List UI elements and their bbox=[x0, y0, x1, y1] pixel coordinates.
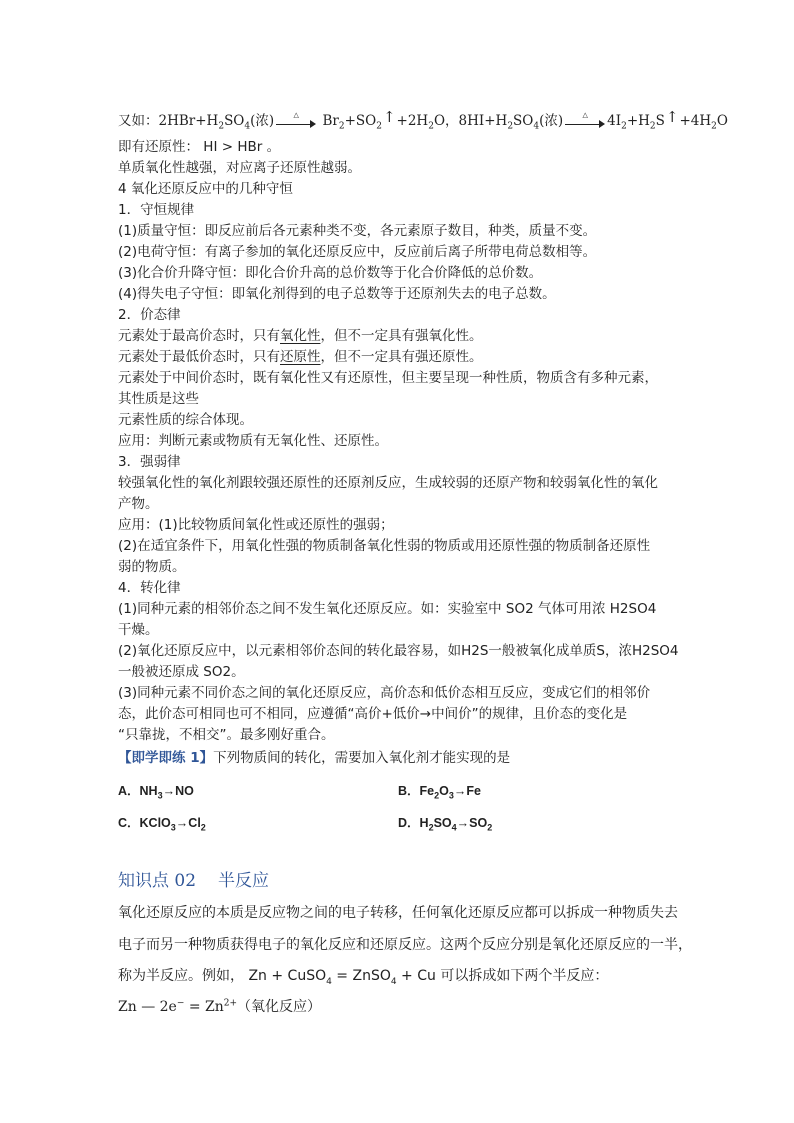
gas-up-arrow-icon: ↑ bbox=[665, 108, 679, 126]
text-line: “只靠拢，不相交”。最多刚好重合。 bbox=[118, 727, 335, 743]
option-d: D．$H_2SO_4\to SO_2$ bbox=[398, 816, 493, 833]
text-line: 4 氧化还原反应中的几种守恒 bbox=[118, 181, 293, 197]
option-b: B．$Fe_2O_3\to Fe$ bbox=[398, 784, 481, 801]
text-line: 即有还原性： HI > HBr 。 bbox=[118, 139, 281, 155]
exercise-question: 【即学即练 1】下列物质间的转化，需要加入氧化剂才能实现的是 bbox=[118, 750, 511, 766]
option-c: C．$KClO_3\to Cl_2$ bbox=[118, 816, 206, 833]
half-reaction-line: Zn — $2e^- = Zn^{2+}$（氧化反应） bbox=[118, 998, 322, 1015]
heat-arrow-icon: △ bbox=[276, 115, 316, 129]
text-line: 应用：(1)比较物质间氧化性或还原性的强弱； bbox=[118, 517, 394, 533]
heat-arrow-icon: △ bbox=[565, 115, 605, 129]
text-line: (2)电荷守恒：有离子参加的氧化还原反应中，反应前后离子所带电荷总数相等。 bbox=[118, 244, 597, 260]
text-line: 一般被还原成 SO2。 bbox=[118, 664, 245, 680]
text-line: 元素处于最低价态时，只有还原性，但不一定具有强还原性。 bbox=[118, 349, 483, 365]
text-line: 元素性质的综合体现。 bbox=[118, 412, 253, 428]
eq-text: 又如：2HBr+H bbox=[118, 113, 219, 129]
option-a: A．$NH_3\to NO$ bbox=[118, 784, 194, 801]
text-line: 较强氧化性的氧化剂跟较强还原性的还原剂反应，生成较弱的还原产物和较弱氧化性的氧化 bbox=[118, 475, 658, 491]
text-line: (4)得失电子守恒：即氧化剂得到的电子总数等于还原剂失去的电子总数。 bbox=[118, 286, 556, 302]
text-line: (2)在适宜条件下，用氧化性强的物质制备氧化性弱的物质或用还原性强的物质制备还原性 bbox=[118, 538, 651, 554]
text-line: (1)质量守恒：即反应前后各元素种类不变，各元素原子数目，种类，质量不变。 bbox=[118, 223, 597, 239]
equation-line: 又如：$2HBr+H_2SO_4$(浓) △ $Br_2+SO_2↑+2H_2O$，$8HI+H_2SO_4$(浓) △ $4I_2+H_2S↑+4H_2O$ bbox=[118, 108, 728, 132]
text-line: 4．转化律 bbox=[118, 580, 181, 596]
exercise-tag: 【即学即练 1】 bbox=[118, 750, 214, 766]
text-line: 干燥。 bbox=[118, 622, 159, 638]
text-line: (2)氧化还原反应中，以元素相邻价态间的转化最容易，如H2S一般被氧化成单质S，浓H2SO4 bbox=[118, 643, 679, 659]
text-line: 3．强弱律 bbox=[118, 454, 181, 470]
text-line: 弱的物质。 bbox=[118, 559, 186, 575]
text-line: 单质氧化性越强，对应离子还原性越弱。 bbox=[118, 160, 361, 176]
section-heading: 知识点 02 半反应 bbox=[118, 871, 270, 891]
text-line: (1)同种元素的相邻价态之间不发生氧化还原反应。如：实验室中 SO2 气体可用浓 H2SO4 bbox=[118, 601, 657, 617]
text-line: 元素处于中间价态时，既有氧化性又有还原性，但主要呈现一种性质，物质含有多种元素， bbox=[118, 370, 658, 386]
paragraph-line: 电子而另一种物质获得电子的氧化反应和还原反应。这两个反应分别是氧化还原反应的一半， bbox=[118, 937, 692, 953]
text-line: 其性质是这些 bbox=[118, 391, 199, 407]
text-line: 产物。 bbox=[118, 496, 159, 512]
text-line: 元素处于最高价态时，只有氧化性，但不一定具有强氧化性。 bbox=[118, 328, 483, 344]
text-line: (3)同种元素不同价态之间的氧化还原反应，高价态和低价态相互反应，变成它们的相邻价 bbox=[118, 685, 651, 701]
text-line: 应用：判断元素或物质有无氧化性、还原性。 bbox=[118, 433, 388, 449]
paragraph-line: 氧化还原反应的本质是反应物之间的电子转移，任何氧化还原反应都可以拆成一种物质失去 bbox=[118, 905, 678, 921]
text-line: 1．守恒规律 bbox=[118, 202, 195, 218]
gas-up-arrow-icon: ↑ bbox=[382, 108, 396, 126]
text-line: 态，此价态可相同也可不相同，应遵循“高价+低价→中间价”的规律，且价态的变化是 bbox=[118, 706, 628, 722]
text-line: (3)化合价升降守恒：即化合价升高的总价数等于化合价降低的总价数。 bbox=[118, 265, 543, 281]
text-line: 2．价态律 bbox=[118, 307, 181, 323]
paragraph-line: 称为半反应。例如， Zn + CuSO$_4$ = ZnSO$_4$ + Cu 可以拆成如下两个半反应： bbox=[118, 968, 609, 987]
